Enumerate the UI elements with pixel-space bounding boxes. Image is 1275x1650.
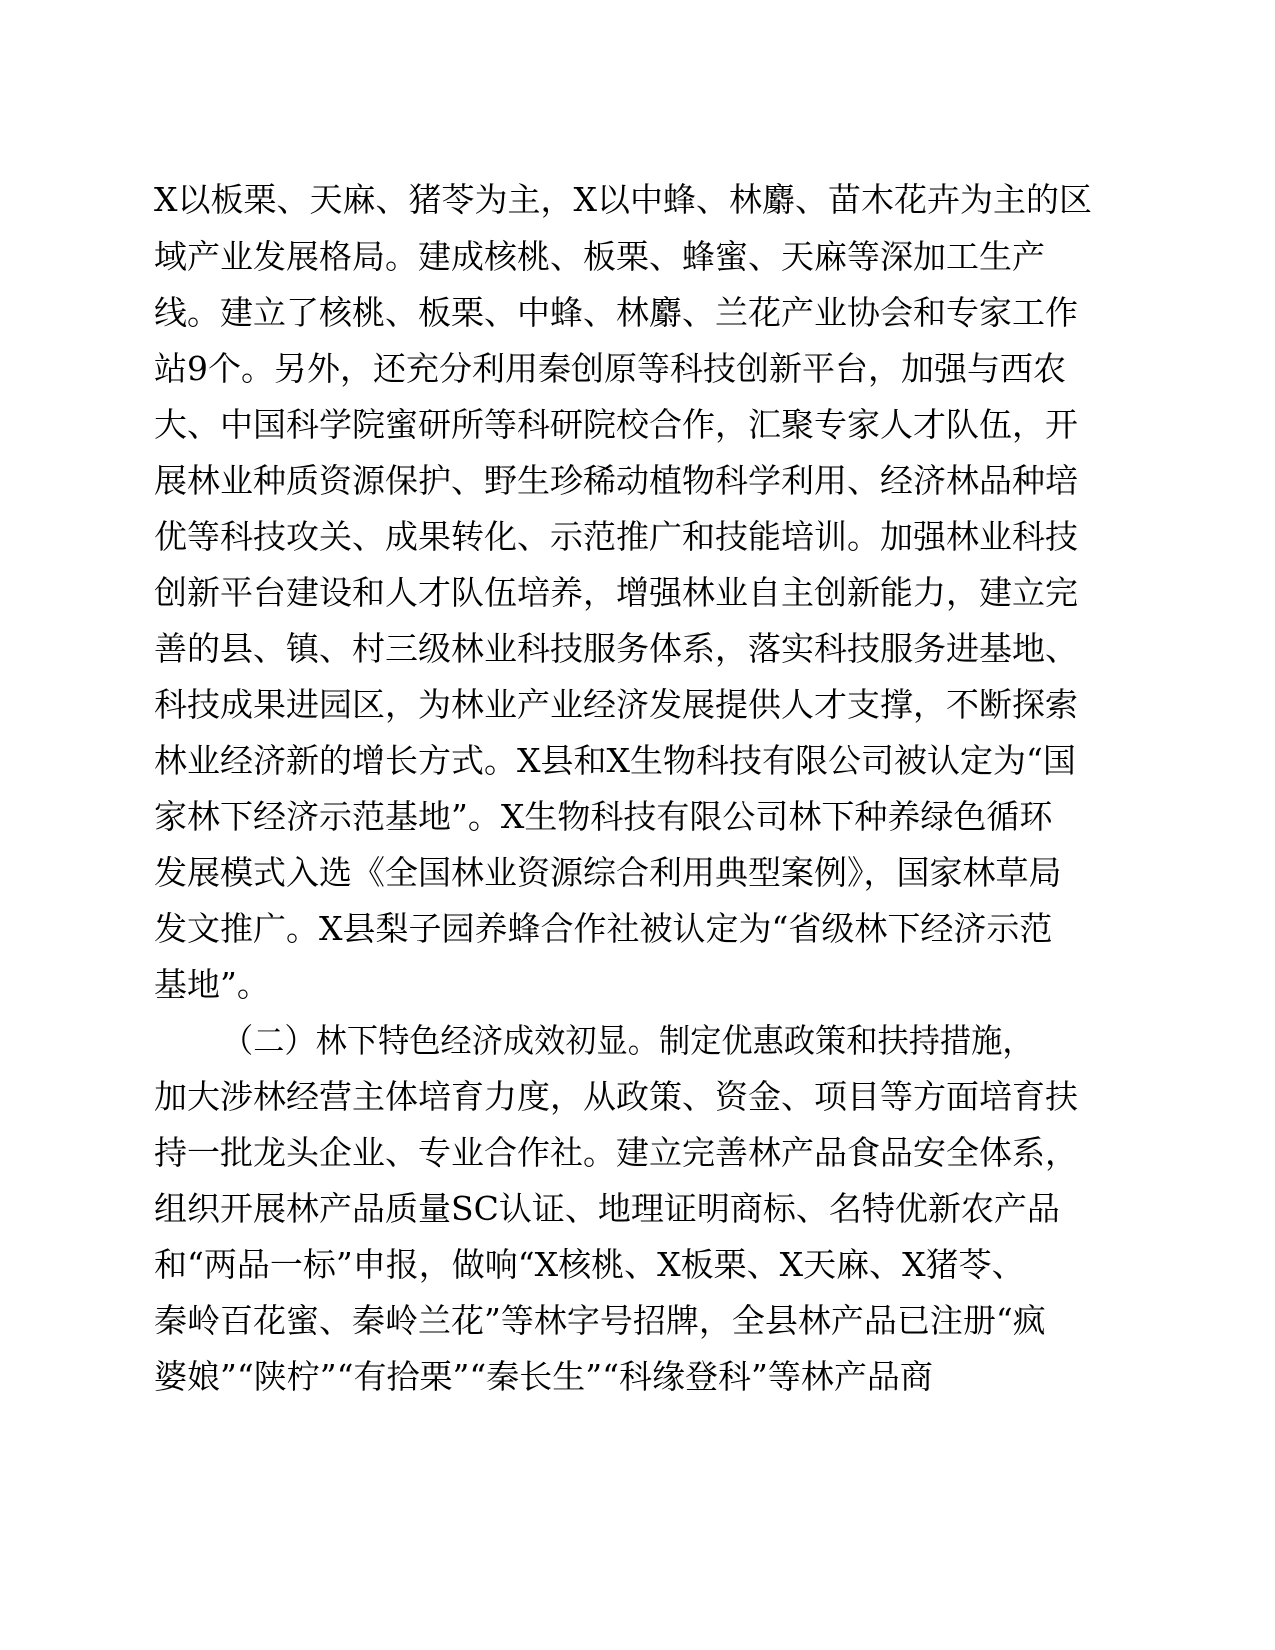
text-line: 创新平台建设和人才队伍培养，增强林业自主创新能力，建立完 bbox=[154, 573, 1078, 612]
text-line: 加大涉林经营主体培育力度，从政策、资金、项目等方面培育扶 bbox=[154, 1077, 1078, 1116]
text-line: X以板栗、天麻、猪苓为主，X以中蜂、林麝、苗木花卉为主的区 bbox=[154, 180, 1092, 219]
text-line: 组织开展林产品质量SC认证、地理证明商标、名特优新农产品 bbox=[154, 1189, 1060, 1228]
text-line: 科技成果进园区，为林业产业经济发展提供人才支撑，不断探索 bbox=[154, 685, 1078, 724]
text-line: 婆娘”“陕柠”“有拾栗”“秦长生”“科缘登科”等林产品商 bbox=[154, 1357, 933, 1396]
text-line: 持一批龙头企业、专业合作社。建立完善林产品食品安全体系， bbox=[154, 1133, 1078, 1172]
text-line: 优等科技攻关、成果转化、示范推广和技能培训。加强林业科技 bbox=[154, 517, 1078, 556]
text-line: 域产业发展格局。建成核桃、板栗、蜂蜜、天麻等深加工生产 bbox=[154, 237, 1045, 276]
text-line: 秦岭百花蜜、秦岭兰花”等林字号招牌，全县林产品已注册“疯 bbox=[154, 1301, 1046, 1340]
text-line: 展林业种质资源保护、野生珍稀动植物科学利用、经济林品种培 bbox=[154, 461, 1078, 500]
text-line: 和“两品一标”申报，做响“X核桃、X板栗、X天麻、X猪苓、 bbox=[154, 1245, 1025, 1284]
text-line: 发文推广。X县梨子园养蜂合作社被认定为“省级林下经济示范 bbox=[154, 909, 1053, 948]
text-line: 大、中国科学院蜜研所等科研院校合作，汇聚专家人才队伍，开 bbox=[154, 405, 1078, 444]
text-line: 基地”。 bbox=[154, 965, 270, 1004]
text-line: 站9个。另外，还充分利用秦创原等科技创新平台，加强与西农 bbox=[154, 349, 1066, 388]
text-line: 线。建立了核桃、板栗、中蜂、林麝、兰花产业协会和专家工作 bbox=[154, 293, 1078, 332]
text-line: 家林下经济示范基地”。X生物科技有限公司林下种养绿色循环 bbox=[154, 797, 1053, 836]
text-line: 林业经济新的增长方式。X县和X生物科技有限公司被认定为“国 bbox=[154, 741, 1076, 780]
section-heading-line: （二）林下特色经济成效初显。制定优惠政策和扶持措施， bbox=[222, 1021, 1034, 1060]
text-line: 发展模式入选《全国林业资源综合利用典型案例》，国家林草局 bbox=[154, 853, 1062, 892]
text-line: 善的县、镇、村三级林业科技服务体系，落实科技服务进基地、 bbox=[154, 629, 1078, 668]
